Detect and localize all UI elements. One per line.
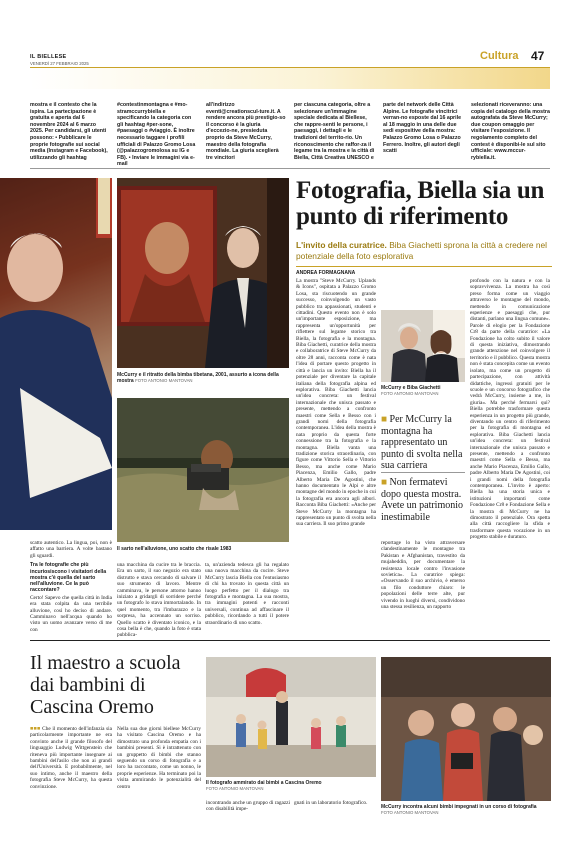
school-headline: Il maestro a scuola dai bambini di Cascina Oremo xyxy=(30,652,181,718)
feature-body-col2: reportage lo ha visto attraversare clandestinamente le montagne tra Pakistan e Afghanistan, travestito da mujaheddin, per documentare la resistenza locale contro l'invasione sovietica». La curatrice spiega: «Osservando il suo archivio, è emerso un filo conduttore chiaro: le popolazioni delle terre alte, pur vivendo in luoghi diversi, condividono una stessa resilienza, un rapporto xyxy=(381,540,465,611)
top-column-6: selezionati riceveranno: una copia del catalogo della mostra autografata da Steve McCurry; due coupon omaggio per visitare l'esposizione. Il regolamento completo del contest è disponibi-le sul sito ufficiale: www.mccur-rybiella.it. xyxy=(471,102,550,161)
school-col2: Nella sua due giorni biellese McCurry ha visitato Cascina Oremo e ha dimostrato una profonda empatia con i bambini presenti. Si è intrattenuto con un gruppetto di bimbi che stanno seguendo un corso di fotografia e a loro ha raccontato, come un nonno, le proprie esperienze. Ha terminato poi la visita ammirando le potenzialità del centro xyxy=(117,726,201,790)
interview-col2: una macchina da cucire tra le braccia. Era un sarto, il suo negozio era stato distrutto e stava cercando di salvare il suo strumento di lavoro. Mentre camminava, le persone attorno hanno iniziato a gridargli di sorridere perché un fotografo lo stava immortalando. In quel momento, tra l'imbarazzo e la sorpresa, ha accennato un sorriso. Quello scatto è diventato iconico, e la cosa bella è che, quando la foto è stata pubblica- xyxy=(117,562,201,639)
caption-oremo: Il fotografo ammirato dai bimbi a Cascina Oremo FOTO ANTONIO MANTOVAN xyxy=(206,780,322,791)
section-divider xyxy=(30,640,550,641)
caption-tailor: Il sarto nell'alluvione, uno scatto che risale 1983 xyxy=(117,546,232,552)
children-course-photo xyxy=(381,657,551,801)
feature-body-col1: La mostra "Steve McCurry. Uplands & Icons", ospitata a Palazzo Gromo Losa, sta riscuotendo un grande successo, coinvolgendo un vasto pubblico tra appassionati, studenti e cittadini. Questo evento non è solo un'importante esposizione, ma rappresenta un'opportunità per riflettere sul legame storico tra Biella, la fotografia e la montagna. Biba Giachetti, curatrice della mostra e collaboratrice di Steve McCurry da oltre 28 anni, racconta come è nata l'idea di portare questo progetto in città e lancia un invito: Biella ha il potenziale per diventare la capitale italiana della fotografia alpina ed esplorativa. Biba Giachetti lancia un'idea concreta: un festival internazionale che unisca passato e presente, mettendo a confronto maestri come Sella e Besso con i grandi nomi della fotografia contemporanea. L'idea della mostra è nata proprio da questa forte connessione tra la fotografia e la montagna. Biella vanta una tradizione storica straordinaria, con figure come Vittorio Sella e Vittorio Besso, ma anche come Mario Piacenza, Emilio Gallo, padre Alberto Maria De Agostini, che hanno documentato le Alpi e altre montagne del mondo in epoche in cui la fotografia era ancora agli albori. Racconta Biba Giachetti: «Anche per Steve McCurry la montagna ha rappresentato un punto di svolta nella sua carriera. Il suo primo grande xyxy=(296,278,376,528)
interview-col1: scatto autentico. La lingua, poi, non è affatto una barriera. A volte bastano gli sguardi. Tra le fotografie che più incuriosiscono i visitatori della mostra c'è quella del sarto nell'alluvione. Ce la può raccontare? Certo! Sapevo che quella città in India era stata colpita da una terribile alluvione, così ho deciso di andare. Camminavo nell'acqua quando ho visto un uomo avanzare verso di me con xyxy=(30,540,112,633)
top-divider xyxy=(30,168,550,169)
subtitle-rule xyxy=(296,266,552,267)
caption-giachetti: McCurry e Biba Giachetti FOTO ANTONIO MANTOVAN xyxy=(381,385,441,396)
top-column-1: mostra e il contesto che la ispira. La partecipazione è gratuita e aperta dal 6 novembre 2024 al 6 marzo 2025. Per candidarsi, gli utenti possono: • Pubblicare le proprie fotografie sui social media (Instagram e Facebook), utilizzando gli hashtag xyxy=(30,102,108,161)
feature-body-col3: profondo con la natura e con la sopravvivenza. La mostra ha così preso forma come un viaggio attraverso le montagne del mondo, mettendo in comunicazione esperienze e paesaggi che, pur distanti, parlano una lingua comune». Parole di elogio per la Fondazione Cr8 da parte della curatrice: «La Fondazione ha colto subito il valore di questa iniziativa, dimostrando grande attenzione nel coinvolgere il territorio e il pubblico. Questa mostra non è stata concepita come un evento isolato, ma come un progetto di partecipazione, con attività didattiche, ingressi gratuiti per le scuole e un concorso fotografico che vedrà McCurry, insieme a me, in giuria». Ma perché fermarsi qui? Biella potrebbe trasformare questa esperienza in un progetto più grande, diventando un centro di riferimento per la fotografia di montagna ed esplorativa. Biba Giachetti lancia un'idea concreta: un festival internazionale che unisca passato e presente, mettendo a confronto maestri come Sella e Besso, ma anche Mario Piacenza, Emilio Gallo, padre Alberto Maria De Agostini, coi i grandi nomi della fotografia contemporanea. L'invito è aperto: Biella ha una storia unica e istituzioni importanti come Fondazione Cr8 e Fondazione Sella e la mostra di McCurry ne ha dimostrato il potenziale. Ora spetta alla città raccogliere la sfida e trasformare questa vocazione in un progetto stabile e duraturo. xyxy=(470,278,550,541)
top-column-2: #contestinmontagna e #mo-stramccurrybiella e specificando la categoria con gli hashtag #per-sone, #paesaggi o #viaggio. È inoltre necessario taggare i profili ufficiali di Palazzo Gromo Losa (@palazzogromolosa su IG e FB). • Inviare le immagini via e-mail xyxy=(117,102,196,168)
school-col3: incontrando anche un gruppo di ragazzi con disabilità impe- xyxy=(206,800,290,813)
mccurry-giachetti-photo xyxy=(381,310,465,382)
header-rule xyxy=(30,67,550,68)
feature-headline: Fotografia, Biella sia un punto di riferimento xyxy=(296,177,545,230)
caption-children: McCurry incontra alcuni bimbi impegnati in un corso di fotografia FOTO ANTONIO MANTOVAN xyxy=(381,804,537,815)
feature-subtitle: L'invito della curatrice. Biba Giachetti sprona la città a credere nel potenziale della foto esplorativa xyxy=(296,240,548,261)
tailor-flood-photo xyxy=(117,398,289,542)
quote-rule xyxy=(381,472,465,473)
interview-col3: ta, un'azienda tedesca gli ha regalato una nuova macchina da cucire. Steve McCurry lascia Biella con l'entusiasmo di chi ha trovato in questa città un luogo perfetto per il dialogo tra fotografia e montagna. La sua mostra, tra immagini potenti e racconti universali, continua ad affascinare il pubblico, ricordando a tutti il potere straordinario di uno scatto. xyxy=(205,562,289,626)
byline: ANDREA FORMAGNANA xyxy=(296,270,356,276)
header-accent-bar xyxy=(30,67,550,89)
cascina-oremo-photo xyxy=(206,657,376,777)
mccurry-portrait-photo xyxy=(117,178,289,368)
school-col1: ■■■ Che il momento dell'infanzia sia particolarmente importante ne era convinto anche il grande filosofo del linguaggio Ludwig Wittgenstein che riteneva più importante insegnare ai bambini dell'asilo che non ai grandi dell'Università. E probabilmente, nel suo intimo, anche il maestro della fotografia Steve McCurry, ha questa convinzione. xyxy=(30,726,112,790)
pull-quote-1: ■ Per McCurry la montagna ha rappresentato un punto di svolta nella sua carriera xyxy=(381,414,463,471)
paper-name: IL BIELLESE xyxy=(30,54,67,60)
pull-quote-2: ■ Non fermatevi dopo questa mostra. Avete un patrimonio inestimabile xyxy=(381,477,464,523)
school-col4: gnati in un laboratorio fotografico. xyxy=(294,800,368,806)
top-column-4: per ciascuna categoria, oltre a selezionare un'immagine speciale dedicata al Biellese, che rappre-senti le persone, i paesaggi, i dettagli e le tradizioni del territo-rio. Un riconoscimento che raffor-za il legame tra la mostra e la città di Biella, Città Creativa UNESCO e xyxy=(294,102,375,161)
issue-date: VENERDÌ 27 FEBBRAIO 2025 xyxy=(30,61,89,66)
section-name: Cultura xyxy=(480,50,519,62)
top-column-3: all'indirizzo eventi@creationscul-ture.it. A rendere ancora più prestigio-so il concorso è la giuria d'eccezio-ne, presieduta proprio da Steve McCurry, maestro della fotografia mondiale. La giuria sceglierà tre vincitori xyxy=(206,102,286,161)
top-column-5: parte del network delle Città Alpine. Le fotografie vincitrici verran-no esposte dal 16 aprile al 18 maggio in una delle due sedi espositive della mostra: Palazzo Gromo Losa o Palazzo Ferrero. Inoltre, gli autori degli scatti xyxy=(383,102,462,155)
page-number: 47 xyxy=(531,49,545,63)
caption-portrait: McCurry e il ritratto della bimba tibetana, 2001, assurto a icona della mostra FOTO ANTONIO MANTOVAN xyxy=(117,372,279,384)
mccurry-signing-photo xyxy=(0,178,112,530)
